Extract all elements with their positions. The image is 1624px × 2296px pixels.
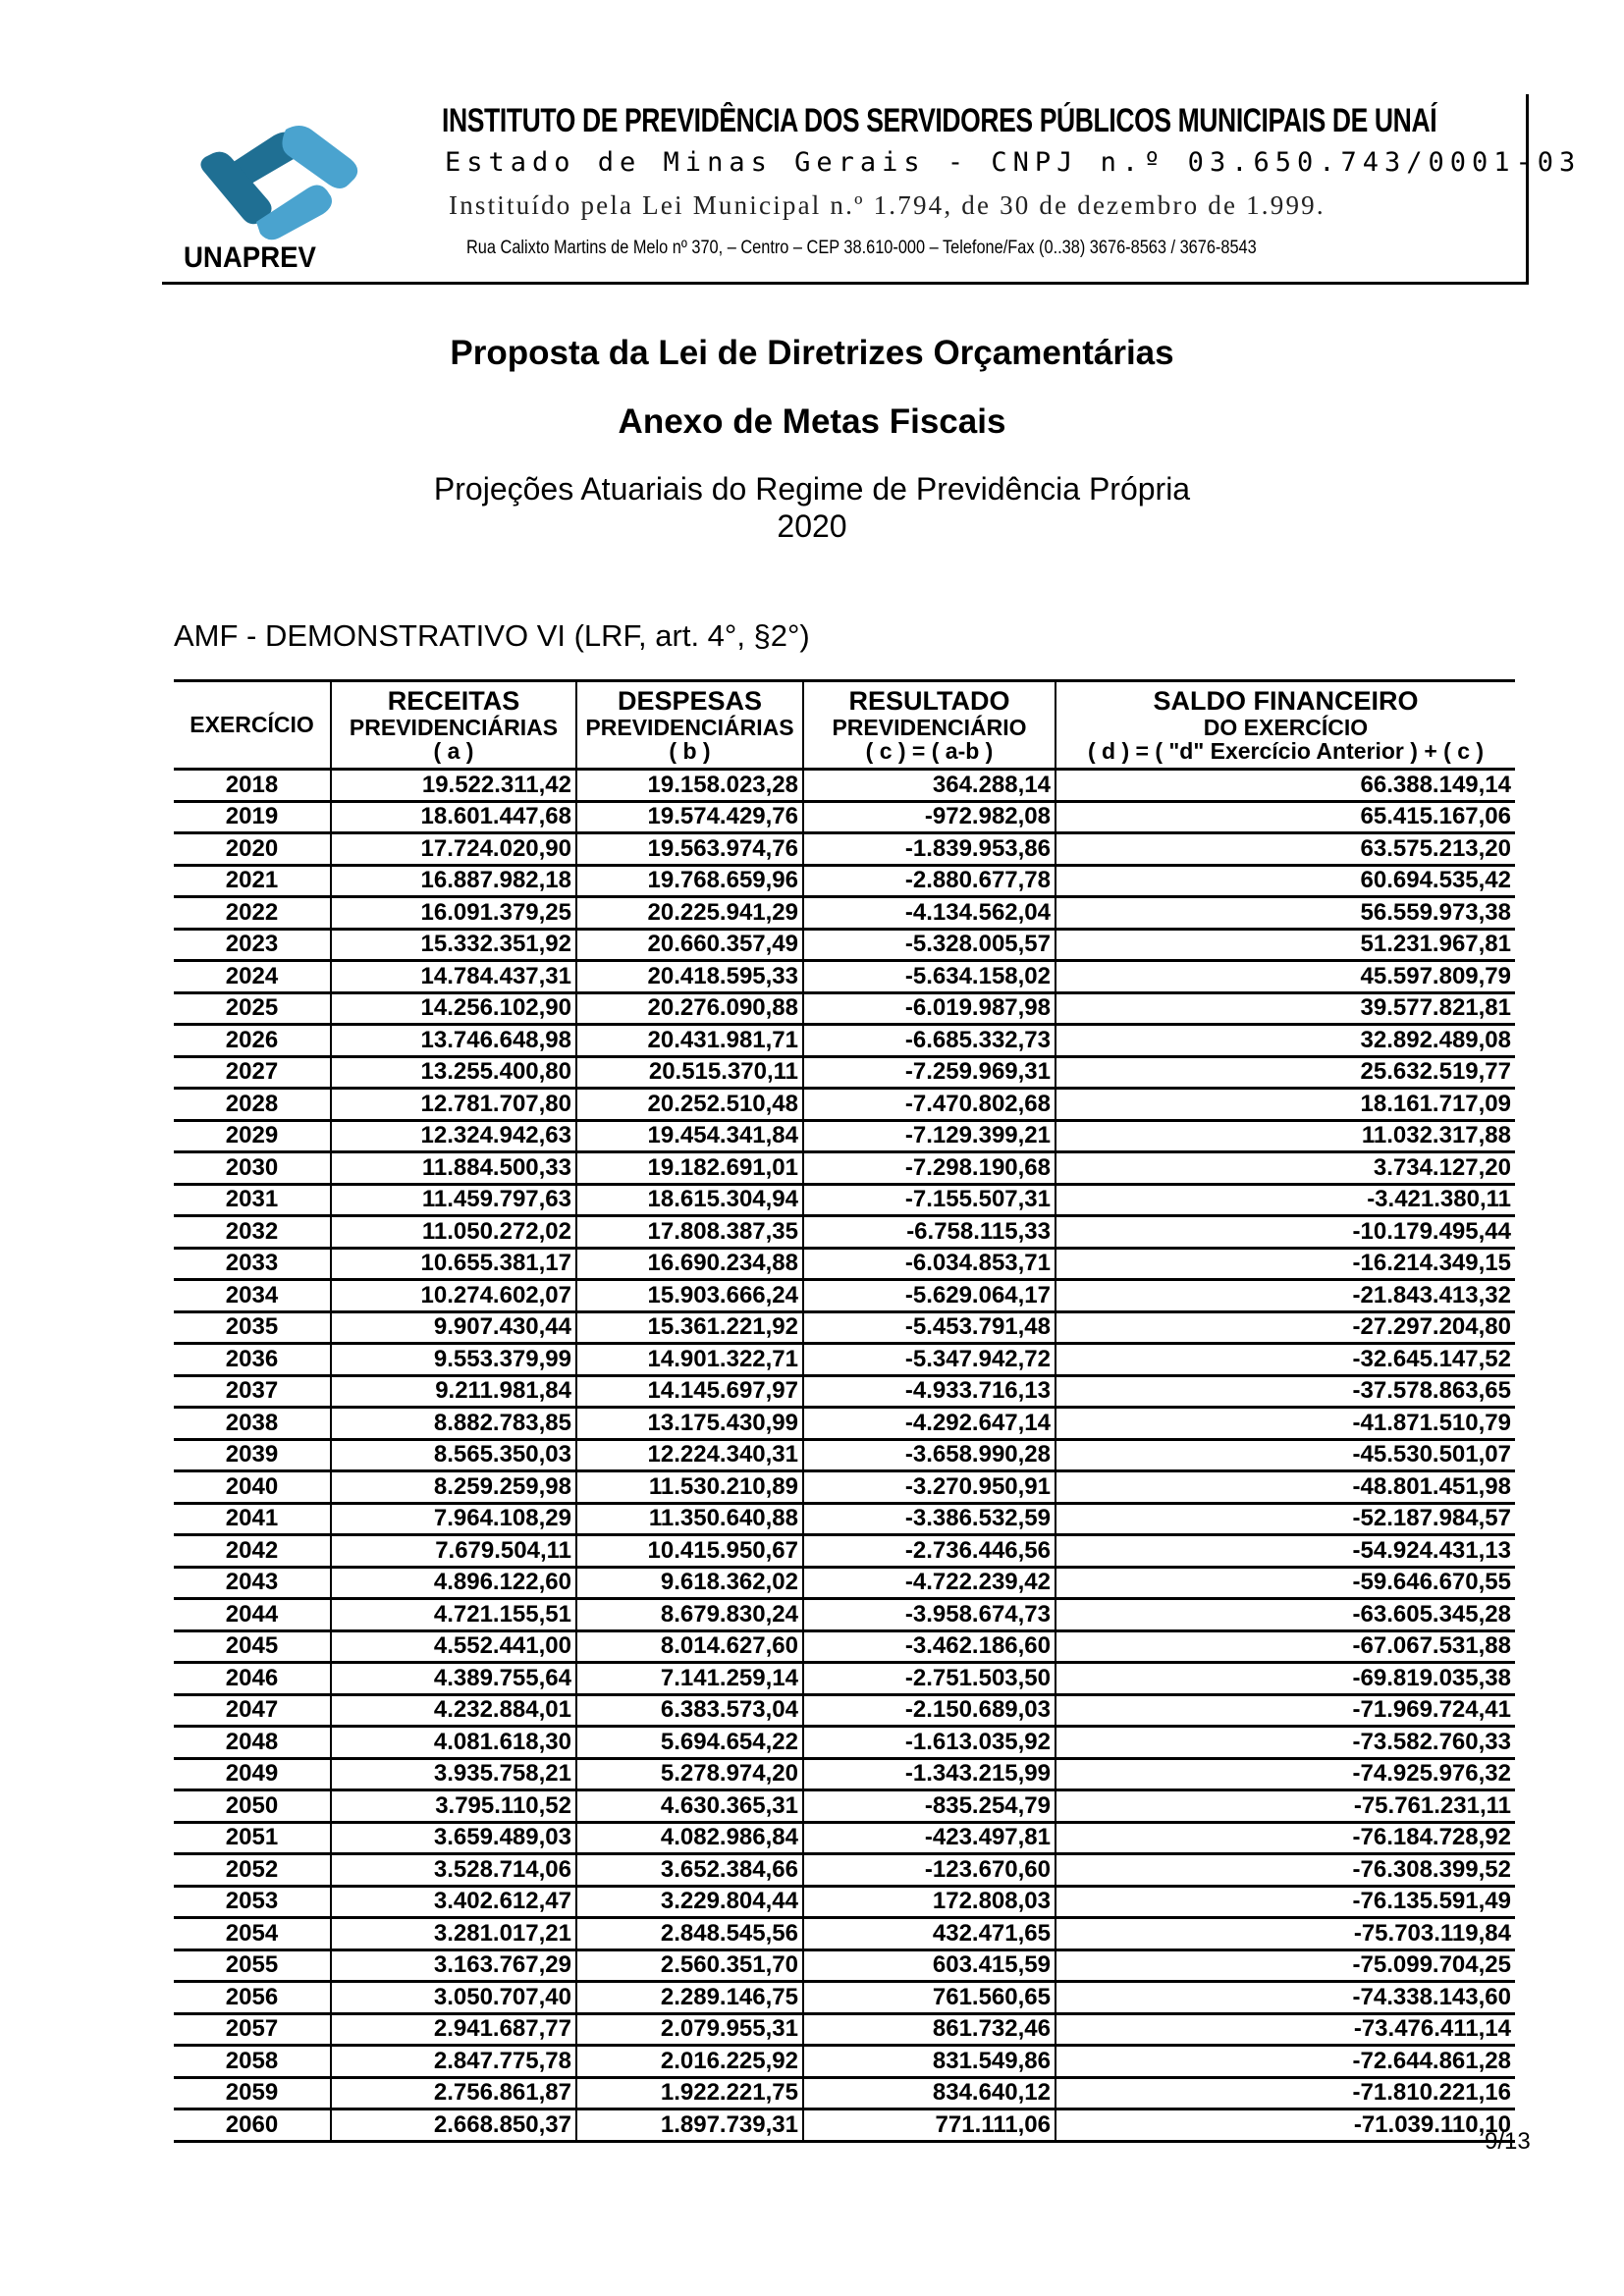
cell-receitas: 4.389.755,64: [331, 1663, 576, 1695]
table-header-row: [174, 681, 1515, 770]
unaprev-logo-icon: [178, 108, 374, 245]
cell-despesas: 20.431.981,71: [576, 1025, 803, 1057]
cell-resultado: -7.470.802,68: [803, 1089, 1056, 1121]
cell-despesas: 19.158.023,28: [576, 770, 803, 802]
header-resultado-sub: PREVIDENCIÁRIO: [832, 714, 1027, 740]
cell-saldo: -75.099.704,25: [1056, 1949, 1515, 1982]
table-row: [174, 1886, 1515, 1918]
cell-despesas: 15.361.221,92: [576, 1311, 803, 1344]
cell-receitas: 8.259.259,98: [331, 1471, 576, 1504]
cell-despesas: 4.082.986,84: [576, 1822, 803, 1854]
table-row: [174, 1949, 1515, 1982]
cell-exercicio: 2033: [174, 1248, 331, 1280]
cell-resultado: 771.111,06: [803, 2109, 1056, 2142]
cell-resultado: -1.839.953,86: [803, 833, 1056, 866]
cell-exercicio: 2021: [174, 865, 331, 897]
header-despesas-formula: ( b ): [669, 737, 711, 764]
cell-saldo: 39.577.821,81: [1056, 992, 1515, 1025]
cell-resultado: -6.758.115,33: [803, 1216, 1056, 1249]
cell-saldo: -69.819.035,38: [1056, 1663, 1515, 1695]
cell-exercicio: 2028: [174, 1089, 331, 1121]
header-despesas-sub: PREVIDENCIÁRIAS: [585, 714, 794, 740]
cell-saldo: 56.559.973,38: [1056, 897, 1515, 930]
table-row: [174, 961, 1515, 993]
cell-receitas: 9.553.379,99: [331, 1344, 576, 1376]
header-saldo: [1056, 681, 1515, 770]
table-row: [174, 1758, 1515, 1790]
cell-despesas: 20.660.357,49: [576, 929, 803, 961]
cell-resultado: -7.259.969,31: [803, 1056, 1056, 1089]
cell-exercicio: 2039: [174, 1439, 331, 1471]
table-row: [174, 1152, 1515, 1185]
cell-exercicio: 2029: [174, 1120, 331, 1152]
cell-exercicio: 2019: [174, 801, 331, 833]
cell-despesas: 5.278.974,20: [576, 1758, 803, 1790]
cell-receitas: 16.887.982,18: [331, 865, 576, 897]
cell-despesas: 13.175.430,99: [576, 1408, 803, 1440]
table-row: [174, 1727, 1515, 1759]
cell-despesas: 8.679.830,24: [576, 1599, 803, 1631]
cell-receitas: 14.784.437,31: [331, 961, 576, 993]
cell-despesas: 11.530.210,89: [576, 1471, 803, 1504]
header-despesas-main: DESPESAS: [617, 686, 763, 717]
cell-resultado: 831.549,86: [803, 2046, 1056, 2078]
cell-despesas: 14.901.322,71: [576, 1344, 803, 1376]
cell-receitas: 3.402.612,47: [331, 1886, 576, 1918]
table-row: [174, 1248, 1515, 1280]
cell-exercicio: 2030: [174, 1152, 331, 1185]
founding-law: Instituído pela Lei Municipal n.º 1.794, de 30 de dezembro de 1.999.: [449, 190, 1326, 220]
cell-saldo: -74.338.143,60: [1056, 1982, 1515, 2014]
cell-receitas: 4.721.155,51: [331, 1599, 576, 1631]
cell-saldo: 3.734.127,20: [1056, 1152, 1515, 1185]
cell-saldo: 18.161.717,09: [1056, 1089, 1515, 1121]
cell-receitas: 13.746.648,98: [331, 1025, 576, 1057]
table-row: [174, 1311, 1515, 1344]
cell-resultado: 432.471,65: [803, 1918, 1056, 1950]
cell-exercicio: 2025: [174, 992, 331, 1025]
header-saldo-main: SALDO FINANCEIRO: [1153, 686, 1419, 717]
header-saldo-formula: ( d ) = ( "d" Exercício Anterior ) + ( c ): [1087, 737, 1485, 764]
cell-despesas: 2.560.351,70: [576, 1949, 803, 1982]
cell-saldo: -3.421.380,11: [1056, 1184, 1515, 1216]
table-row: [174, 801, 1515, 833]
subtitle-year: 2020: [777, 508, 847, 544]
cell-despesas: 5.694.654,22: [576, 1727, 803, 1759]
cell-resultado: -3.958.674,73: [803, 1599, 1056, 1631]
cell-exercicio: 2034: [174, 1280, 331, 1312]
cell-despesas: 19.768.659,96: [576, 865, 803, 897]
cell-exercicio: 2048: [174, 1727, 331, 1759]
cell-exercicio: 2032: [174, 1216, 331, 1249]
cell-receitas: 10.655.381,17: [331, 1248, 576, 1280]
cell-receitas: 9.211.981,84: [331, 1375, 576, 1408]
cell-exercicio: 2051: [174, 1822, 331, 1854]
cell-exercicio: 2026: [174, 1025, 331, 1057]
cell-exercicio: 2045: [174, 1630, 331, 1663]
cell-saldo: -76.184.728,92: [1056, 1822, 1515, 1854]
table-row: [174, 2109, 1515, 2142]
cell-saldo: -45.530.501,07: [1056, 1439, 1515, 1471]
cell-despesas: 19.574.429,76: [576, 801, 803, 833]
logo-bar-light-upper: [282, 126, 357, 188]
cell-resultado: -6.019.987,98: [803, 992, 1056, 1025]
cell-receitas: 15.332.351,92: [331, 929, 576, 961]
cell-exercicio: 2038: [174, 1408, 331, 1440]
cell-saldo: -16.214.349,15: [1056, 1248, 1515, 1280]
header-saldo-sub: DO EXERCÍCIO: [1203, 714, 1369, 740]
cell-receitas: 3.281.017,21: [331, 1918, 576, 1950]
cell-receitas: 13.255.400,80: [331, 1056, 576, 1089]
cell-exercicio: 2023: [174, 929, 331, 961]
cell-resultado: -4.292.647,14: [803, 1408, 1056, 1440]
cell-exercicio: 2049: [174, 1758, 331, 1790]
table-row: [174, 1535, 1515, 1568]
table-row: [174, 1567, 1515, 1599]
cell-receitas: 3.795.110,52: [331, 1790, 576, 1823]
table-row: [174, 897, 1515, 930]
cell-receitas: 4.896.122,60: [331, 1567, 576, 1599]
cell-despesas: 20.276.090,88: [576, 992, 803, 1025]
cell-receitas: 4.232.884,01: [331, 1694, 576, 1727]
cell-resultado: -123.670,60: [803, 1854, 1056, 1887]
cell-saldo: -76.135.591,49: [1056, 1886, 1515, 1918]
cell-resultado: -4.933.716,13: [803, 1375, 1056, 1408]
cell-receitas: 4.081.618,30: [331, 1727, 576, 1759]
cell-exercicio: 2020: [174, 833, 331, 866]
cell-receitas: 9.907.430,44: [331, 1311, 576, 1344]
cell-despesas: 10.415.950,67: [576, 1535, 803, 1568]
cell-saldo: 11.032.317,88: [1056, 1120, 1515, 1152]
table-row: [174, 1408, 1515, 1440]
cell-receitas: 7.679.504,11: [331, 1535, 576, 1568]
cell-despesas: 20.225.941,29: [576, 897, 803, 930]
cell-despesas: 9.618.362,02: [576, 1567, 803, 1599]
cell-despesas: 19.563.974,76: [576, 833, 803, 866]
table-row: [174, 1439, 1515, 1471]
cell-receitas: 8.882.783,85: [331, 1408, 576, 1440]
table-row: [174, 2013, 1515, 2046]
cell-despesas: 2.289.146,75: [576, 1982, 803, 2014]
cell-despesas: 20.252.510,48: [576, 1089, 803, 1121]
subtitle: Projeções Atuariais do Regime de Previdência Própria: [433, 471, 1191, 507]
cell-despesas: 8.014.627,60: [576, 1630, 803, 1663]
cell-resultado: -5.453.791,48: [803, 1311, 1056, 1344]
cell-receitas: 17.724.020,90: [331, 833, 576, 866]
header-receitas: [331, 681, 576, 770]
cell-saldo: 63.575.213,20: [1056, 833, 1515, 866]
cell-despesas: 3.229.804,44: [576, 1886, 803, 1918]
cell-saldo: -71.039.110,10: [1056, 2109, 1515, 2142]
demonstrativo-label: AMF - DEMONSTRATIVO VI (LRF, art. 4°, §2°): [174, 618, 810, 653]
cell-saldo: -76.308.399,52: [1056, 1854, 1515, 1887]
cell-despesas: 18.615.304,94: [576, 1184, 803, 1216]
cell-despesas: 1.897.739,31: [576, 2109, 803, 2142]
cell-exercicio: 2018: [174, 770, 331, 802]
institution-name: INSTITUTO DE PREVIDÊNCIA DOS SERVIDORES PÚBLICOS MUNICIPAIS DE UNAÍ: [442, 102, 1437, 139]
cell-resultado: -4.722.239,42: [803, 1567, 1056, 1599]
cell-receitas: 19.522.311,42: [331, 770, 576, 802]
cell-receitas: 3.659.489,03: [331, 1822, 576, 1854]
cell-saldo: -59.646.670,55: [1056, 1567, 1515, 1599]
cell-resultado: -2.736.446,56: [803, 1535, 1056, 1568]
cell-exercicio: 2037: [174, 1375, 331, 1408]
cell-exercicio: 2060: [174, 2109, 331, 2142]
cell-saldo: -54.924.431,13: [1056, 1535, 1515, 1568]
cell-saldo: 51.231.967,81: [1056, 929, 1515, 961]
cell-despesas: 2.016.225,92: [576, 2046, 803, 2078]
cell-resultado: -5.634.158,02: [803, 961, 1056, 993]
cell-saldo: -72.644.861,28: [1056, 2046, 1515, 2078]
cell-resultado: -5.347.942,72: [803, 1344, 1056, 1376]
cell-saldo: 60.694.535,42: [1056, 865, 1515, 897]
table-row: [174, 929, 1515, 961]
cell-receitas: 8.565.350,03: [331, 1439, 576, 1471]
cell-despesas: 19.182.691,01: [576, 1152, 803, 1185]
table-row: [174, 1216, 1515, 1249]
cell-despesas: 12.224.340,31: [576, 1439, 803, 1471]
cell-despesas: 20.418.595,33: [576, 961, 803, 993]
cell-exercicio: 2059: [174, 2077, 331, 2109]
table-body: [174, 770, 1515, 2142]
cell-saldo: -48.801.451,98: [1056, 1471, 1515, 1504]
cell-resultado: 861.732,46: [803, 2013, 1056, 2046]
header-exercicio: [174, 681, 331, 770]
cell-receitas: 12.324.942,63: [331, 1120, 576, 1152]
cell-exercicio: 2057: [174, 2013, 331, 2046]
cell-receitas: 7.964.108,29: [331, 1503, 576, 1535]
table-row: [174, 865, 1515, 897]
cell-receitas: 10.274.602,07: [331, 1280, 576, 1312]
cell-receitas: 2.847.775,78: [331, 2046, 576, 2078]
cell-receitas: 11.884.500,33: [331, 1152, 576, 1185]
cell-despesas: 6.383.573,04: [576, 1694, 803, 1727]
cell-despesas: 19.454.341,84: [576, 1120, 803, 1152]
address: Rua Calixto Martins de Melo nº 370, – Centro – CEP 38.610-000 – Telefone/Fax (0..38) 3676-8563 / 3676-8543: [466, 238, 1257, 258]
header-resultado-main: RESULTADO: [848, 686, 1010, 717]
cell-resultado: 172.808,03: [803, 1886, 1056, 1918]
cell-despesas: 17.808.387,35: [576, 1216, 803, 1249]
cell-despesas: 2.079.955,31: [576, 2013, 803, 2046]
cell-exercicio: 2035: [174, 1311, 331, 1344]
table-row: [174, 1089, 1515, 1121]
header-receitas-main: RECEITAS: [387, 686, 520, 717]
cell-receitas: 3.935.758,21: [331, 1758, 576, 1790]
cell-exercicio: 2058: [174, 2046, 331, 2078]
cell-resultado: -2.880.677,78: [803, 865, 1056, 897]
cell-receitas: 2.941.687,77: [331, 2013, 576, 2046]
page-number: 9/13: [1485, 2128, 1531, 2155]
table-row: [174, 1918, 1515, 1950]
cell-exercicio: 2044: [174, 1599, 331, 1631]
header-resultado-formula: ( c ) = ( a-b ): [865, 737, 994, 764]
cell-saldo: 25.632.519,77: [1056, 1056, 1515, 1089]
cell-exercicio: 2022: [174, 897, 331, 930]
cell-despesas: 2.848.545,56: [576, 1918, 803, 1950]
cell-exercicio: 2053: [174, 1886, 331, 1918]
table-row: [174, 2046, 1515, 2078]
cell-exercicio: 2031: [174, 1184, 331, 1216]
cell-saldo: -52.187.984,57: [1056, 1503, 1515, 1535]
cell-receitas: 12.781.707,80: [331, 1089, 576, 1121]
cell-resultado: -6.034.853,71: [803, 1248, 1056, 1280]
cell-resultado: -5.629.064,17: [803, 1280, 1056, 1312]
table-row: [174, 1344, 1515, 1376]
cell-receitas: 11.459.797,63: [331, 1184, 576, 1216]
table-row: [174, 1503, 1515, 1535]
cell-exercicio: 2036: [174, 1344, 331, 1376]
state-cnpj: Estado de Minas Gerais - CNPJ n.º 03.650.743/0001-03: [445, 147, 1582, 178]
cell-saldo: 65.415.167,06: [1056, 801, 1515, 833]
cell-receitas: 3.163.767,29: [331, 1949, 576, 1982]
table-row: [174, 1694, 1515, 1727]
cell-resultado: -835.254,79: [803, 1790, 1056, 1823]
cell-saldo: -73.476.411,14: [1056, 2013, 1515, 2046]
header-exercicio-label: EXERCÍCIO: [189, 712, 314, 738]
table-row: [174, 1630, 1515, 1663]
cell-exercicio: 2055: [174, 1949, 331, 1982]
header-receitas-formula: ( a ): [433, 737, 474, 764]
cell-saldo: -75.703.119,84: [1056, 1918, 1515, 1950]
cell-exercicio: 2041: [174, 1503, 331, 1535]
cell-resultado: -3.270.950,91: [803, 1471, 1056, 1504]
cell-exercicio: 2040: [174, 1471, 331, 1504]
cell-receitas: 3.050.707,40: [331, 1982, 576, 2014]
cell-receitas: 2.756.861,87: [331, 2077, 576, 2109]
cell-saldo: 32.892.489,08: [1056, 1025, 1515, 1057]
cell-resultado: -972.982,08: [803, 801, 1056, 833]
cell-resultado: -2.150.689,03: [803, 1694, 1056, 1727]
cell-despesas: 1.922.221,75: [576, 2077, 803, 2109]
cell-saldo: 66.388.149,14: [1056, 770, 1515, 802]
document-title: Proposta da Lei de Diretrizes Orçamentárias: [450, 334, 1174, 372]
table-row: [174, 992, 1515, 1025]
cell-saldo: -21.843.413,32: [1056, 1280, 1515, 1312]
cell-resultado: -3.658.990,28: [803, 1439, 1056, 1471]
logo-text: UNAPREV: [184, 241, 316, 274]
header-receitas-sub: PREVIDENCIÁRIAS: [349, 714, 559, 740]
cell-receitas: 11.050.272,02: [331, 1216, 576, 1249]
cell-exercicio: 2050: [174, 1790, 331, 1823]
table-row: [174, 1854, 1515, 1887]
table-row: [174, 1120, 1515, 1152]
table-row: [174, 1056, 1515, 1089]
cell-receitas: 4.552.441,00: [331, 1630, 576, 1663]
cell-resultado: -5.328.005,57: [803, 929, 1056, 961]
letterhead: [162, 94, 1582, 285]
header-despesas: [576, 681, 803, 770]
table-row: [174, 1375, 1515, 1408]
cell-exercicio: 2046: [174, 1663, 331, 1695]
cell-despesas: 11.350.640,88: [576, 1503, 803, 1535]
table-row: [174, 833, 1515, 866]
cell-saldo: -27.297.204,80: [1056, 1311, 1515, 1344]
table-row: [174, 1790, 1515, 1823]
cell-saldo: -67.067.531,88: [1056, 1630, 1515, 1663]
cell-despesas: 20.515.370,11: [576, 1056, 803, 1089]
table-row: [174, 1025, 1515, 1057]
cell-resultado: 364.288,14: [803, 770, 1056, 802]
cell-resultado: -7.298.190,68: [803, 1152, 1056, 1185]
cell-exercicio: 2043: [174, 1567, 331, 1599]
cell-resultado: 834.640,12: [803, 2077, 1056, 2109]
cell-resultado: -3.462.186,60: [803, 1630, 1056, 1663]
table-row: [174, 1822, 1515, 1854]
cell-receitas: 14.256.102,90: [331, 992, 576, 1025]
cell-resultado: -2.751.503,50: [803, 1663, 1056, 1695]
cell-saldo: -63.605.345,28: [1056, 1599, 1515, 1631]
cell-saldo: -73.582.760,33: [1056, 1727, 1515, 1759]
cell-saldo: -71.969.724,41: [1056, 1694, 1515, 1727]
cell-saldo: -32.645.147,52: [1056, 1344, 1515, 1376]
table-row: [174, 770, 1515, 802]
cell-exercicio: 2027: [174, 1056, 331, 1089]
cell-saldo: -41.871.510,79: [1056, 1408, 1515, 1440]
table-row: [174, 2077, 1515, 2109]
table-row: [174, 1982, 1515, 2014]
cell-saldo: -71.810.221,16: [1056, 2077, 1515, 2109]
cell-exercicio: 2024: [174, 961, 331, 993]
cell-despesas: 3.652.384,66: [576, 1854, 803, 1887]
table-row: [174, 1663, 1515, 1695]
annex-title: Anexo de Metas Fiscais: [618, 402, 1006, 441]
cell-resultado: -6.685.332,73: [803, 1025, 1056, 1057]
cell-receitas: 2.668.850,37: [331, 2109, 576, 2142]
cell-resultado: -1.343.215,99: [803, 1758, 1056, 1790]
cell-resultado: -3.386.532,59: [803, 1503, 1056, 1535]
cell-resultado: -423.497,81: [803, 1822, 1056, 1854]
cell-receitas: 16.091.379,25: [331, 897, 576, 930]
cell-despesas: 15.903.666,24: [576, 1280, 803, 1312]
cell-exercicio: 2047: [174, 1694, 331, 1727]
cell-despesas: 4.630.365,31: [576, 1790, 803, 1823]
actuarial-projections-table: [174, 679, 1515, 2143]
cell-saldo: -75.761.231,11: [1056, 1790, 1515, 1823]
table-row: [174, 1184, 1515, 1216]
cell-saldo: -10.179.495,44: [1056, 1216, 1515, 1249]
table-row: [174, 1280, 1515, 1312]
cell-receitas: 18.601.447,68: [331, 801, 576, 833]
cell-resultado: 603.415,59: [803, 1949, 1056, 1982]
cell-resultado: -4.134.562,04: [803, 897, 1056, 930]
cell-resultado: -7.155.507,31: [803, 1184, 1056, 1216]
cell-saldo: 45.597.809,79: [1056, 961, 1515, 993]
cell-receitas: 3.528.714,06: [331, 1854, 576, 1887]
cell-saldo: -37.578.863,65: [1056, 1375, 1515, 1408]
cell-despesas: 7.141.259,14: [576, 1663, 803, 1695]
cell-exercicio: 2054: [174, 1918, 331, 1950]
cell-exercicio: 2052: [174, 1854, 331, 1887]
header-resultado: [803, 681, 1056, 770]
cell-exercicio: 2042: [174, 1535, 331, 1568]
table-row: [174, 1599, 1515, 1631]
cell-exercicio: 2056: [174, 1982, 331, 2014]
cell-resultado: -1.613.035,92: [803, 1727, 1056, 1759]
cell-resultado: -7.129.399,21: [803, 1120, 1056, 1152]
cell-saldo: -74.925.976,32: [1056, 1758, 1515, 1790]
cell-despesas: 14.145.697,97: [576, 1375, 803, 1408]
cell-resultado: 761.560,65: [803, 1982, 1056, 2014]
cell-despesas: 16.690.234,88: [576, 1248, 803, 1280]
table-row: [174, 1471, 1515, 1504]
